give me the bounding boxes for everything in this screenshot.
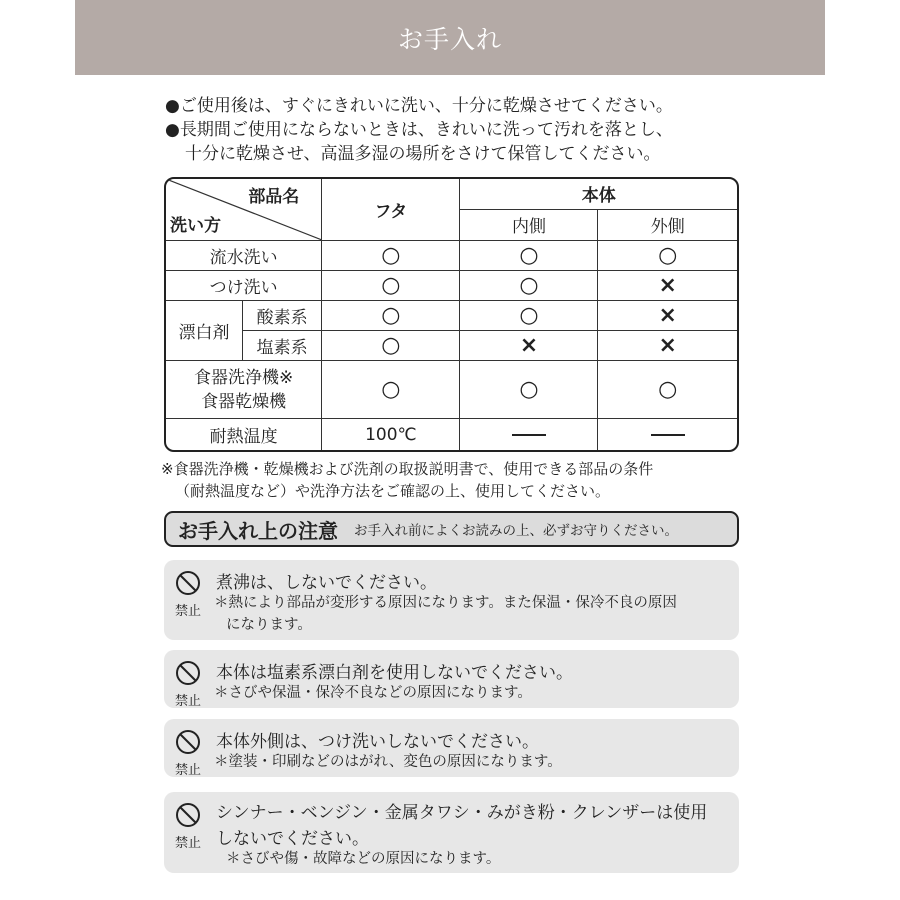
cell-futa: ○ <box>322 240 460 270</box>
notice-note <box>214 592 677 636</box>
notice-heading: 本体は塩素系漂白剤を使用しないでください。 <box>216 663 573 683</box>
prohibited-label: 禁止 <box>174 694 201 709</box>
cell-inner: ○ <box>460 361 598 419</box>
intro-text <box>165 94 765 166</box>
footnote-line: （耐熱温度など）や洗浄方法をご確認の上、使用してください。 <box>175 482 611 500</box>
notice-card <box>164 792 739 873</box>
cell-inner: ○ <box>460 270 598 300</box>
notice-note <box>214 682 532 704</box>
prohibited-label: 禁止 <box>174 763 201 778</box>
cell-futa: ○ <box>322 331 460 361</box>
table-row <box>166 270 737 300</box>
row-label: 塩素系 <box>242 331 321 361</box>
header-hontai: 本体 <box>460 179 737 209</box>
table-corner-header <box>166 179 322 240</box>
intro-line: ●長期間ご使用にならないときは、きれいに洗って汚れを落とし、 <box>165 120 673 140</box>
table-row <box>166 361 737 419</box>
dash-mark <box>651 434 685 436</box>
footnote-line: ※食器洗浄機・乾燥機および洗剤の取扱説明書で、使用できる部品の条件 <box>161 460 654 478</box>
notice-heading <box>216 800 707 852</box>
caution-subtitle: お手入れ前によくお読みの上、必ずお守りください。 <box>354 523 678 539</box>
header-part-name: 部品名 <box>248 187 300 207</box>
notice-heading: 煮沸は、しないでください。 <box>216 573 437 593</box>
cell-outer: ○ <box>598 240 737 270</box>
header-inner: 内側 <box>460 209 598 240</box>
caution-header <box>164 511 739 547</box>
notice-card <box>164 650 739 708</box>
prohibited-icon <box>175 660 201 686</box>
dash-mark <box>512 434 546 436</box>
cell-inner: ○ <box>460 240 598 270</box>
cell-futa: ○ <box>322 300 460 330</box>
row-label <box>166 361 322 419</box>
table-row <box>166 331 737 361</box>
prohibited-label: 禁止 <box>174 604 201 619</box>
row-label: つけ洗い <box>166 270 322 300</box>
prohibited-icon <box>175 802 201 828</box>
notice-note <box>226 848 500 870</box>
header-outer: 外側 <box>598 209 737 240</box>
intro-line: ●ご使用後は、すぐにきれいに洗い、十分に乾燥させてください。 <box>165 96 673 116</box>
page-header <box>75 0 825 75</box>
notice-card <box>164 719 739 777</box>
notice-note <box>214 751 562 773</box>
prohibited-label: 禁止 <box>174 836 201 851</box>
table-row <box>166 300 737 330</box>
notice-heading-line: しないでください。 <box>216 829 369 849</box>
cell-inner <box>460 419 598 450</box>
intro-line: 十分に乾燥させ、高温多湿の場所をさけて保管してください。 <box>185 144 661 164</box>
table-row <box>166 419 737 450</box>
row-label-line: 食器乾燥機 <box>201 391 287 412</box>
row-label: 耐熱温度 <box>166 419 322 450</box>
header-wash-method: 洗い方 <box>170 215 221 236</box>
notice-heading: 本体外側は、つけ洗いしないでください。 <box>216 732 539 752</box>
cell-outer <box>598 419 737 450</box>
notice-note-line: ＊さびや傷・故障などの原因になります。 <box>226 851 501 867</box>
row-group-bleach: 漂白剤 <box>166 300 242 360</box>
caution-title: お手入れ上の注意 <box>178 518 338 543</box>
cell-outer: × <box>598 331 737 361</box>
notice-note-line: ＊塗装・印刷などのはがれ、変色の原因になります。 <box>214 754 562 770</box>
cell-futa: 100℃ <box>322 419 460 450</box>
notice-card <box>164 560 739 640</box>
footnote <box>161 458 653 502</box>
cell-inner: × <box>460 331 598 361</box>
care-table <box>164 177 739 452</box>
row-label: 酸素系 <box>242 300 321 330</box>
notice-heading-line: シンナー・ベンジン・金属タワシ・みがき粉・クレンザーは使用 <box>216 803 708 823</box>
notice-note-line: になります。 <box>226 617 312 633</box>
prohibited-icon <box>175 570 201 596</box>
page-title: お手入れ <box>397 24 502 54</box>
cell-futa: ○ <box>322 361 460 419</box>
cell-outer: × <box>598 270 737 300</box>
row-label-line: 食器洗浄機※ <box>194 367 294 388</box>
cell-outer: × <box>598 300 737 330</box>
cell-futa: ○ <box>322 270 460 300</box>
notice-note-line: ＊熱により部品が変形する原因になります。また保温・保冷不良の原因 <box>214 595 677 611</box>
table-row <box>166 240 737 270</box>
row-label: 流水洗い <box>166 240 322 270</box>
cell-inner: ○ <box>460 300 598 330</box>
header-futa: フタ <box>322 179 460 240</box>
notice-note-line: ＊さびや保温・保冷不良などの原因になります。 <box>214 685 532 701</box>
cell-outer: ○ <box>598 361 737 419</box>
prohibited-icon <box>175 729 201 755</box>
